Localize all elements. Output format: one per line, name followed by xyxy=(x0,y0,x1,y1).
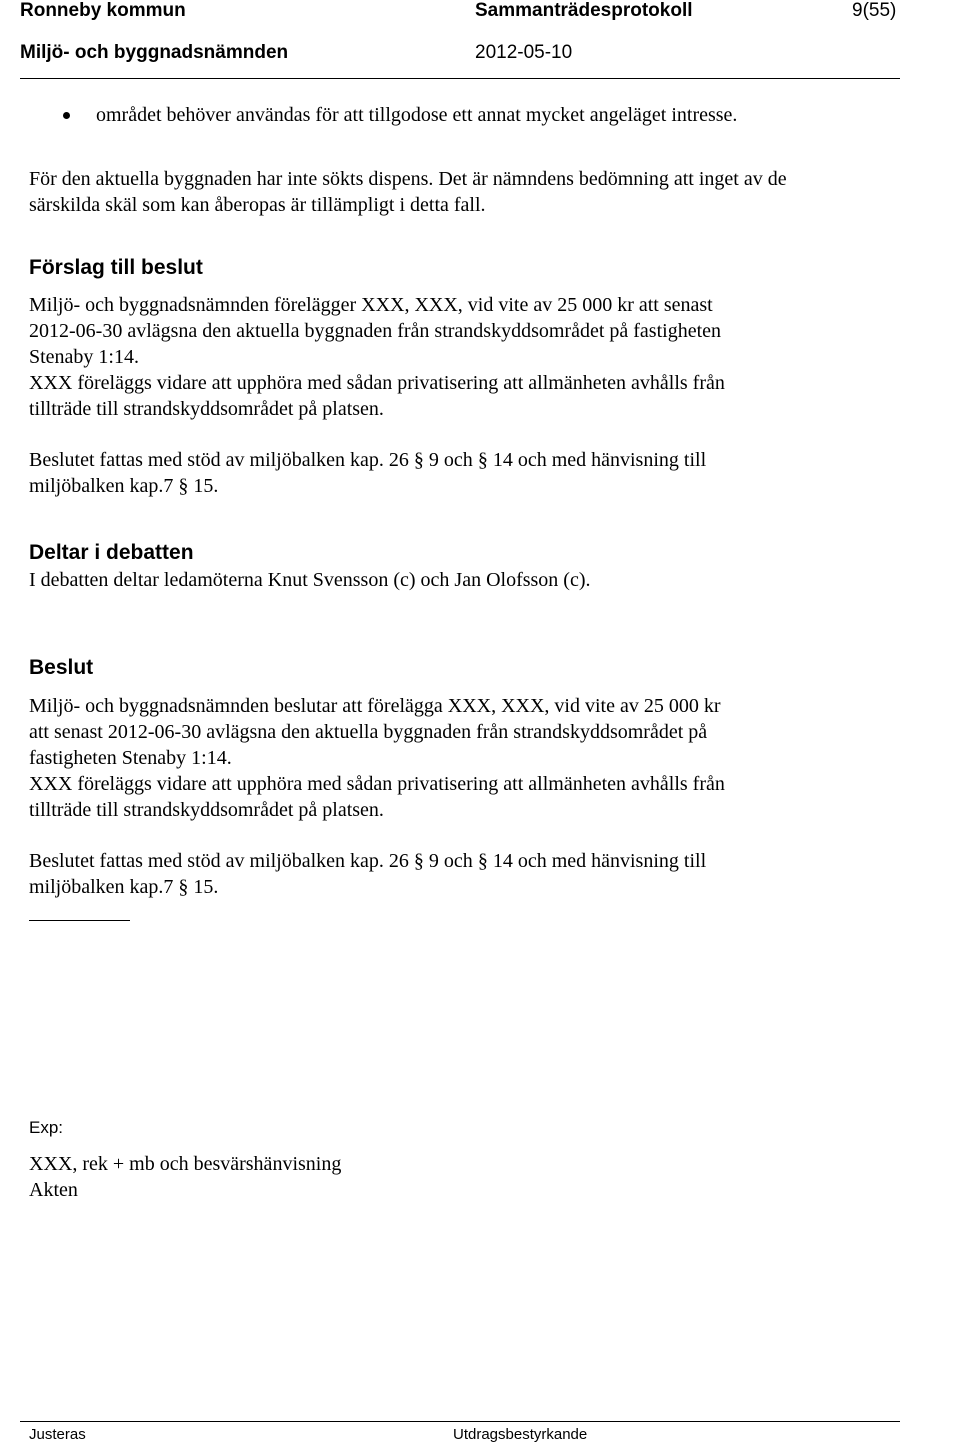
decision-para1-line-1: Miljö- och byggnadsnämnden beslutar att förelägga XXX, XXX, vid vite av 25 000 kr xyxy=(29,695,721,717)
section-sign: § xyxy=(178,475,189,497)
debate-text: I debatten deltar ledamöterna Knut Svensson (c) och Jan Olofsson (c). xyxy=(29,569,591,591)
proposal-legal-basis-line-2 xyxy=(29,473,218,499)
bullet-icon xyxy=(63,112,70,119)
decision-para2-line-2: tillträde till strandskyddsområdet på platsen. xyxy=(29,799,384,821)
header-date: 2012-05-10 xyxy=(475,42,573,63)
proposal-legal-basis-line-1 xyxy=(29,447,706,473)
intro-para-line-1: För den aktuella byggnaden har inte sökts dispens. Det är nämndens bedömning att inget av de xyxy=(29,168,787,190)
decision-para2-line-1: XXX föreläggs vidare att upphöra med sådan privatisering att allmänheten avhålls från xyxy=(29,773,725,795)
footer-justeras: Justeras xyxy=(29,1426,86,1443)
footer-divider xyxy=(20,1421,900,1422)
footer-utdragsbestyrkande: Utdragsbestyrkande xyxy=(453,1426,588,1443)
proposal-para1-line-2: 2012-06-30 avlägsna den aktuella byggnaden från strandskyddsområdet på fastigheten xyxy=(29,320,722,342)
decision-para1-line-2: att senast 2012-06-30 avlägsna den aktuella byggnaden från strandskyddsområdet på xyxy=(29,721,708,743)
legal-text: 15. xyxy=(193,876,219,898)
proposal-para1-line-1: Miljö- och byggnadsnämnden förelägger XXX, XXX, vid vite av 25 000 kr att senast xyxy=(29,294,713,316)
legal-text: Beslutet fattas med stöd av miljöbalken kap. 26 xyxy=(29,850,409,872)
decision-legal-basis-line-2 xyxy=(29,874,218,900)
section-sign: § xyxy=(413,449,424,471)
decision-heading: Beslut xyxy=(29,656,94,679)
intro-para-line-2: särskilda skäl som kan åberopas är tillämpligt i detta fall. xyxy=(29,194,486,216)
section-sign: § xyxy=(178,876,189,898)
section-sign: § xyxy=(413,850,424,872)
proposal-heading: Förslag till beslut xyxy=(29,256,203,279)
proposal-para1-line-3: Stenaby 1:14. xyxy=(29,346,139,368)
section-sign: § xyxy=(477,850,488,872)
decision-para1-line-3: fastigheten Stenaby 1:14. xyxy=(29,747,232,769)
decision-end-rule xyxy=(29,920,130,921)
debate-heading: Deltar i debatten xyxy=(29,541,194,564)
header-org: Ronneby kommun xyxy=(20,0,186,21)
proposal-para2-line-1: XXX föreläggs vidare att upphöra med sådan privatisering att allmänheten avhålls från xyxy=(29,372,725,394)
expedition-line-2: Akten xyxy=(29,1179,78,1201)
expedition-line-1: XXX, rek + mb och besvärshänvisning xyxy=(29,1153,342,1175)
proposal-para2-line-2: tillträde till strandskyddsområdet på platsen. xyxy=(29,398,384,420)
header-doc-type: Sammanträdesprotokoll xyxy=(475,0,693,21)
legal-text: 15. xyxy=(193,475,219,497)
legal-text: 14 och med hänvisning till xyxy=(492,850,707,872)
header-divider xyxy=(20,78,900,79)
legal-text: Beslutet fattas med stöd av miljöbalken kap. 26 xyxy=(29,449,409,471)
legal-text: miljöbalken kap.7 xyxy=(29,876,174,898)
section-sign: § xyxy=(477,449,488,471)
decision-legal-basis-line-1 xyxy=(29,848,706,874)
legal-text: 14 och med hänvisning till xyxy=(492,449,707,471)
legal-text: miljöbalken kap.7 xyxy=(29,475,174,497)
legal-text: 9 och xyxy=(428,850,473,872)
expedition-label: Exp: xyxy=(29,1118,64,1137)
intro-bullet-text: området behöver användas för att tillgodose ett annat mycket angeläget intresse. xyxy=(96,104,738,126)
legal-text: 9 och xyxy=(428,449,473,471)
header-committee: Miljö- och byggnadsnämnden xyxy=(20,42,289,63)
header-page-number: 9(55) xyxy=(852,0,897,21)
